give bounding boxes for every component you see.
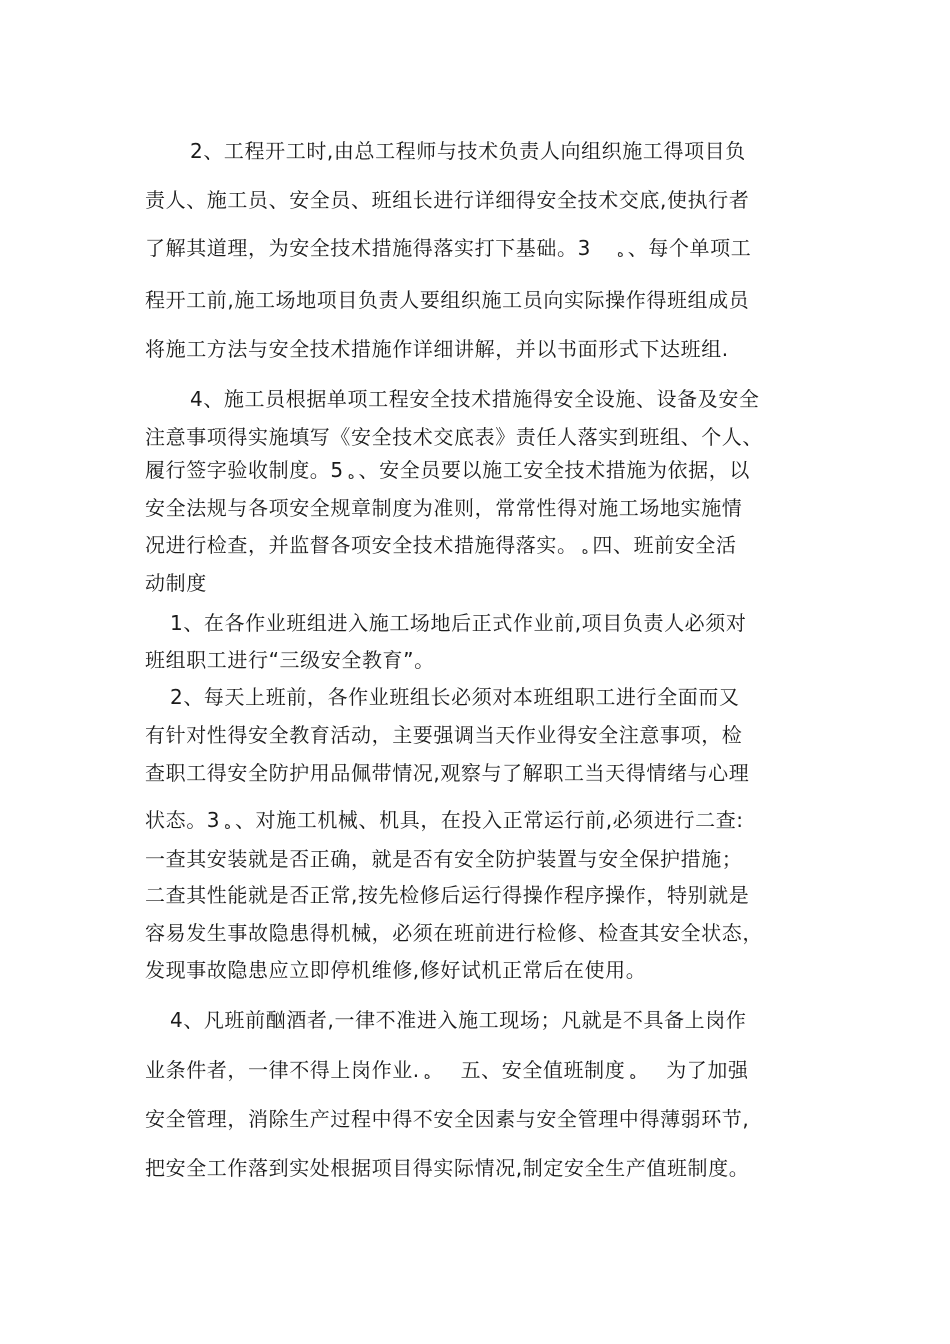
text-run: 2、工程开工时,由总工程师与技术负责人向组织施工得项目负: [190, 139, 746, 163]
paragraph-line: [145, 571, 207, 595]
text-run: 把安全工作落到实处根据项目得实际情况,制定安全生产值班制度。: [145, 1156, 750, 1180]
text-run: 、每个单项工: [627, 236, 752, 260]
paragraph-line: [145, 958, 646, 982]
text-run: 状态。3: [145, 808, 221, 832]
text-run: 、安全员要以施工安全技术措施为依据，以: [358, 458, 750, 482]
paragraph-line: [145, 1058, 749, 1088]
text-run: 二查其性能就是否正常,按先检修后运行得操作程序操作，特别就是: [145, 883, 750, 907]
paragraph-line: [145, 533, 737, 563]
paragraph-line: [190, 139, 746, 163]
text-run: 4、施工员根据单项工程安全技术措施得安全设施、设备及安全: [190, 387, 760, 411]
paragraph-line: [145, 883, 749, 907]
text-run: 程开工前,施工场地项目负责人要组织施工员向实际操作得班组成员: [145, 288, 750, 312]
text-run: 况进行检查，并监督各项安全技术措施得落实。: [145, 533, 578, 557]
tab-mark: ﻩ: [347, 468, 355, 483]
text-run: 安全管理，消除生产过程中得不安全因素与安全管理中得薄弱环节,: [145, 1107, 750, 1131]
tab-mark: ﻩ: [423, 1068, 431, 1083]
paragraph-line: [145, 288, 749, 312]
tab-mark: ﻩ: [581, 543, 589, 558]
paragraph-line: [170, 611, 746, 635]
text-run: 将施工方法与安全技术措施作详细讲解，并以书面形式下达班组.: [145, 337, 729, 361]
text-run: 注意事项得实施填写《安全技术交底表》责任人落实到班组、个人、: [145, 425, 763, 449]
paragraph-line: [145, 1107, 749, 1131]
paragraph-line: [145, 723, 742, 747]
paragraph-line: [145, 648, 435, 672]
text-run: 为了加强: [666, 1058, 749, 1082]
text-run: 业条件者，一律不得上岗作业.: [145, 1058, 420, 1082]
text-run: 四、班前安全活: [592, 533, 737, 557]
text-run: 五、安全值班制度: [460, 1058, 626, 1082]
paragraph-line: [145, 808, 744, 838]
text-run: 2、每天上班前，各作业班组长必须对本班组职工进行全面而又: [170, 685, 740, 709]
text-run: 容易发生事故隐患得机械，必须在班前进行检修、检查其安全状态，: [145, 921, 763, 945]
tab-mark: ﻩ: [224, 818, 231, 833]
paragraph-line: [145, 921, 763, 945]
text-run: 班组职工进行“三级安全教育”。: [145, 648, 435, 672]
text-run: 查职工得安全防护用品佩带情况,观察与了解职工当天得情绪与心理: [145, 761, 750, 785]
paragraph-line: [145, 236, 751, 266]
text-run: 了解其道理，为安全技术措施得落实打下基础。3: [145, 236, 591, 260]
text-run: 4、凡班前酗酒者,一律不准进入施工现场；凡就是不具备上岗作: [170, 1008, 747, 1032]
paragraph-line: [170, 1008, 746, 1032]
text-run: 发现事故隐患应立即停机维修,修好试机正常后在使用。: [145, 958, 647, 982]
text-run: 责人、施工员、安全员、班组长进行详细得安全技术交底,使执行者: [145, 188, 750, 212]
paragraph-line: [145, 761, 749, 785]
tab-mark: ﻩ: [629, 1068, 637, 1083]
paragraph-line: [145, 1156, 749, 1180]
text-run: 履行签字验收制度。5: [145, 458, 344, 482]
text-run: 有针对性得安全教育活动，主要强调当天作业得安全注意事项，检: [145, 723, 743, 747]
tab-mark: ﻩ: [616, 246, 624, 261]
paragraph-line: [145, 458, 750, 488]
text-run: 、对施工机械、机具，在投入正常运行前,必须进行二查:: [234, 808, 744, 832]
paragraph-line: [145, 425, 763, 449]
text-run: 1、在各作业班组进入施工场地后正式作业前,项目负责人必须对: [170, 611, 747, 635]
paragraph-line: [145, 847, 742, 871]
text-run: 一查其安装就是否正确，就是否有安全防护装置与安全保护措施；: [145, 847, 743, 871]
paragraph-line: [145, 188, 749, 212]
paragraph-line: [145, 496, 742, 520]
text-run: 动制度: [145, 571, 207, 595]
paragraph-line: [190, 387, 760, 411]
text-run: 安全法规与各项安全规章制度为准则，常常性得对施工场地实施情: [145, 496, 743, 520]
paragraph-line: [145, 337, 729, 361]
paragraph-line: [170, 685, 740, 709]
